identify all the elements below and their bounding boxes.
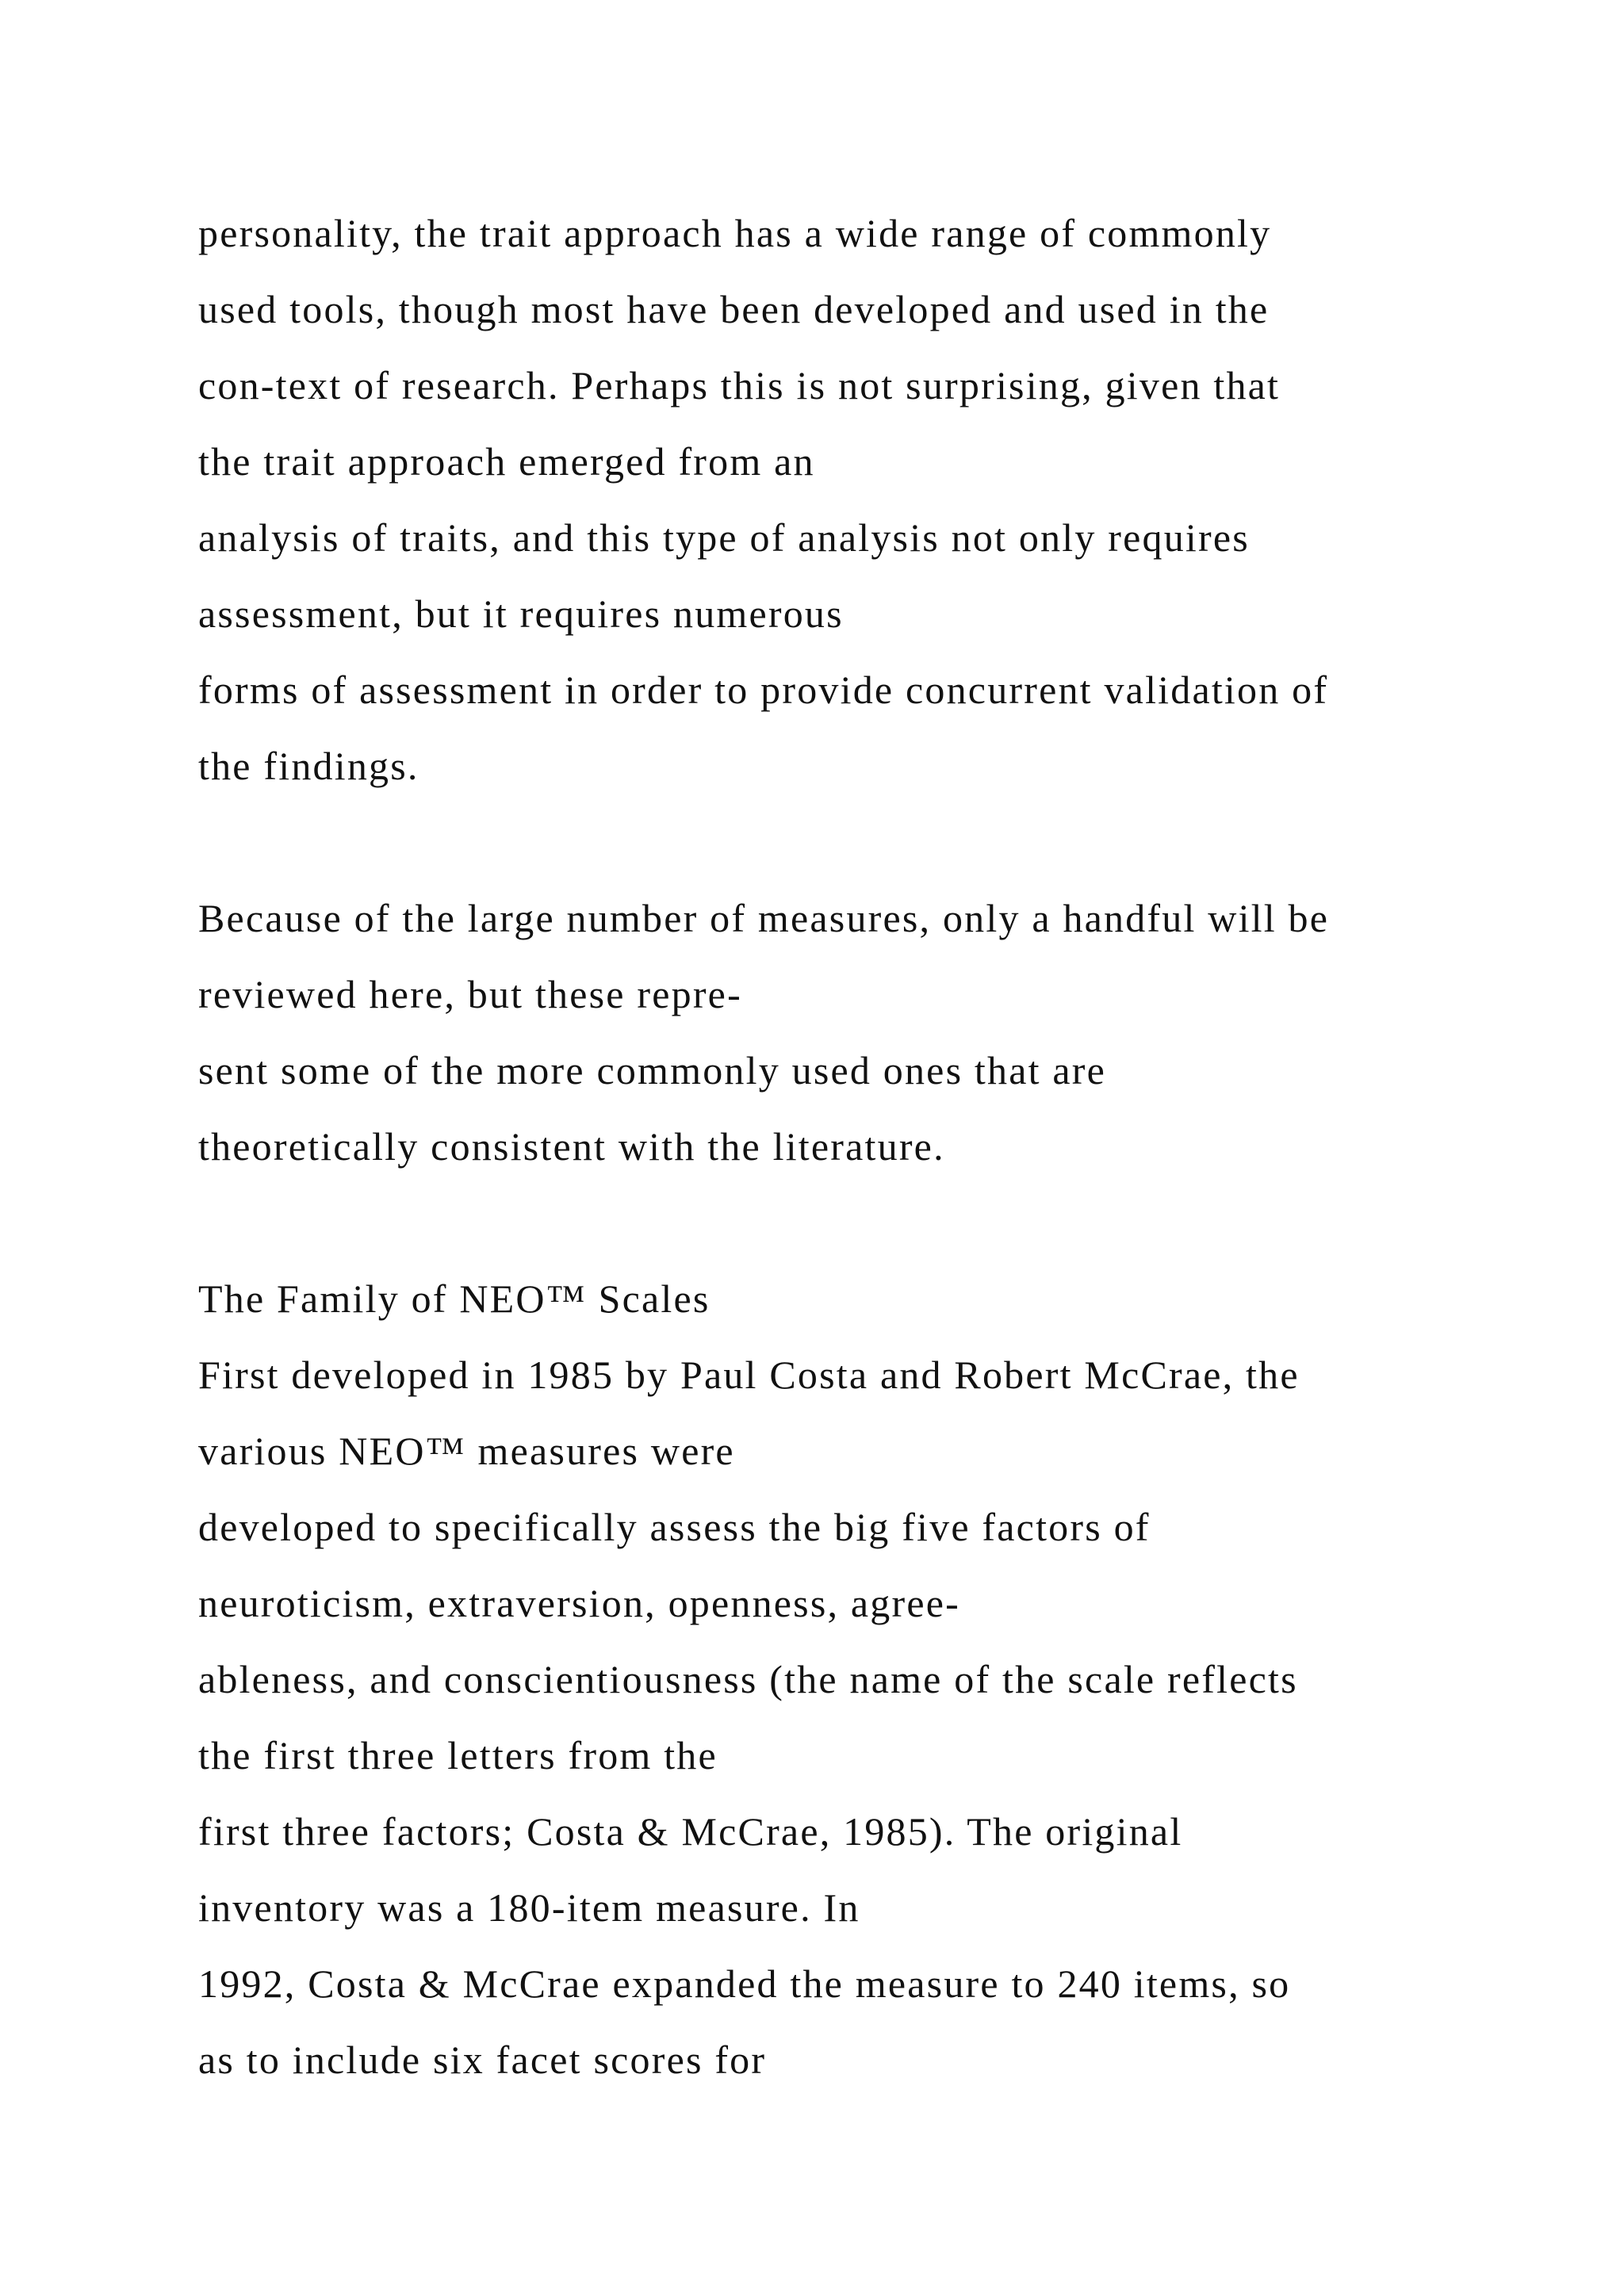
text-line: personality, the trait approach has a wide range of commonly <box>198 211 1272 255</box>
text-line: 1992, Costa & McCrae expanded the measure to 240 items, so <box>198 1961 1291 2006</box>
text-line: reviewed here, but these repre- <box>198 972 742 1016</box>
text-line: con-text of research. Perhaps this is not surprising, given that <box>198 363 1281 408</box>
text-line: the trait approach emerged from an <box>198 439 815 484</box>
text-line: as to include six facet scores for <box>198 2038 767 2082</box>
section-heading: The Family of NEO™ Scales <box>198 1276 710 1321</box>
text-line: the findings. <box>198 744 419 788</box>
text-line: Because of the large number of measures, only a handful will be <box>198 896 1330 940</box>
text-line: first three factors; Costa & McCrae, 1985). The original <box>198 1809 1183 1854</box>
text-line: used tools, though most have been developed and used in the <box>198 287 1270 331</box>
text-line: various NEO™ measures were <box>198 1429 735 1473</box>
paragraph-gap <box>198 804 1546 880</box>
text-line: ableness, and conscientiousness (the name of the scale reflects <box>198 1657 1298 1701</box>
text-line: neuroticism, extraversion, openness, agree- <box>198 1581 960 1625</box>
text-line: First developed in 1985 by Paul Costa and Robert McCrae, the <box>198 1353 1300 1397</box>
document-body <box>198 195 1546 2098</box>
text-line: the first three letters from the <box>198 1733 718 1777</box>
text-line: sent some of the more commonly used ones that are <box>198 1048 1107 1093</box>
text-line: analysis of traits, and this type of analysis not only requires <box>198 515 1250 560</box>
paragraph-gap <box>198 1184 1546 1261</box>
text-line: developed to specifically assess the big five factors of <box>198 1505 1151 1549</box>
text-line: assessment, but it requires numerous <box>198 591 844 636</box>
text-line: forms of assessment in order to provide concurrent validation of <box>198 668 1329 712</box>
text-line: theoretically consistent with the literature. <box>198 1124 945 1169</box>
text-line: inventory was a 180-item measure. In <box>198 1885 860 1930</box>
